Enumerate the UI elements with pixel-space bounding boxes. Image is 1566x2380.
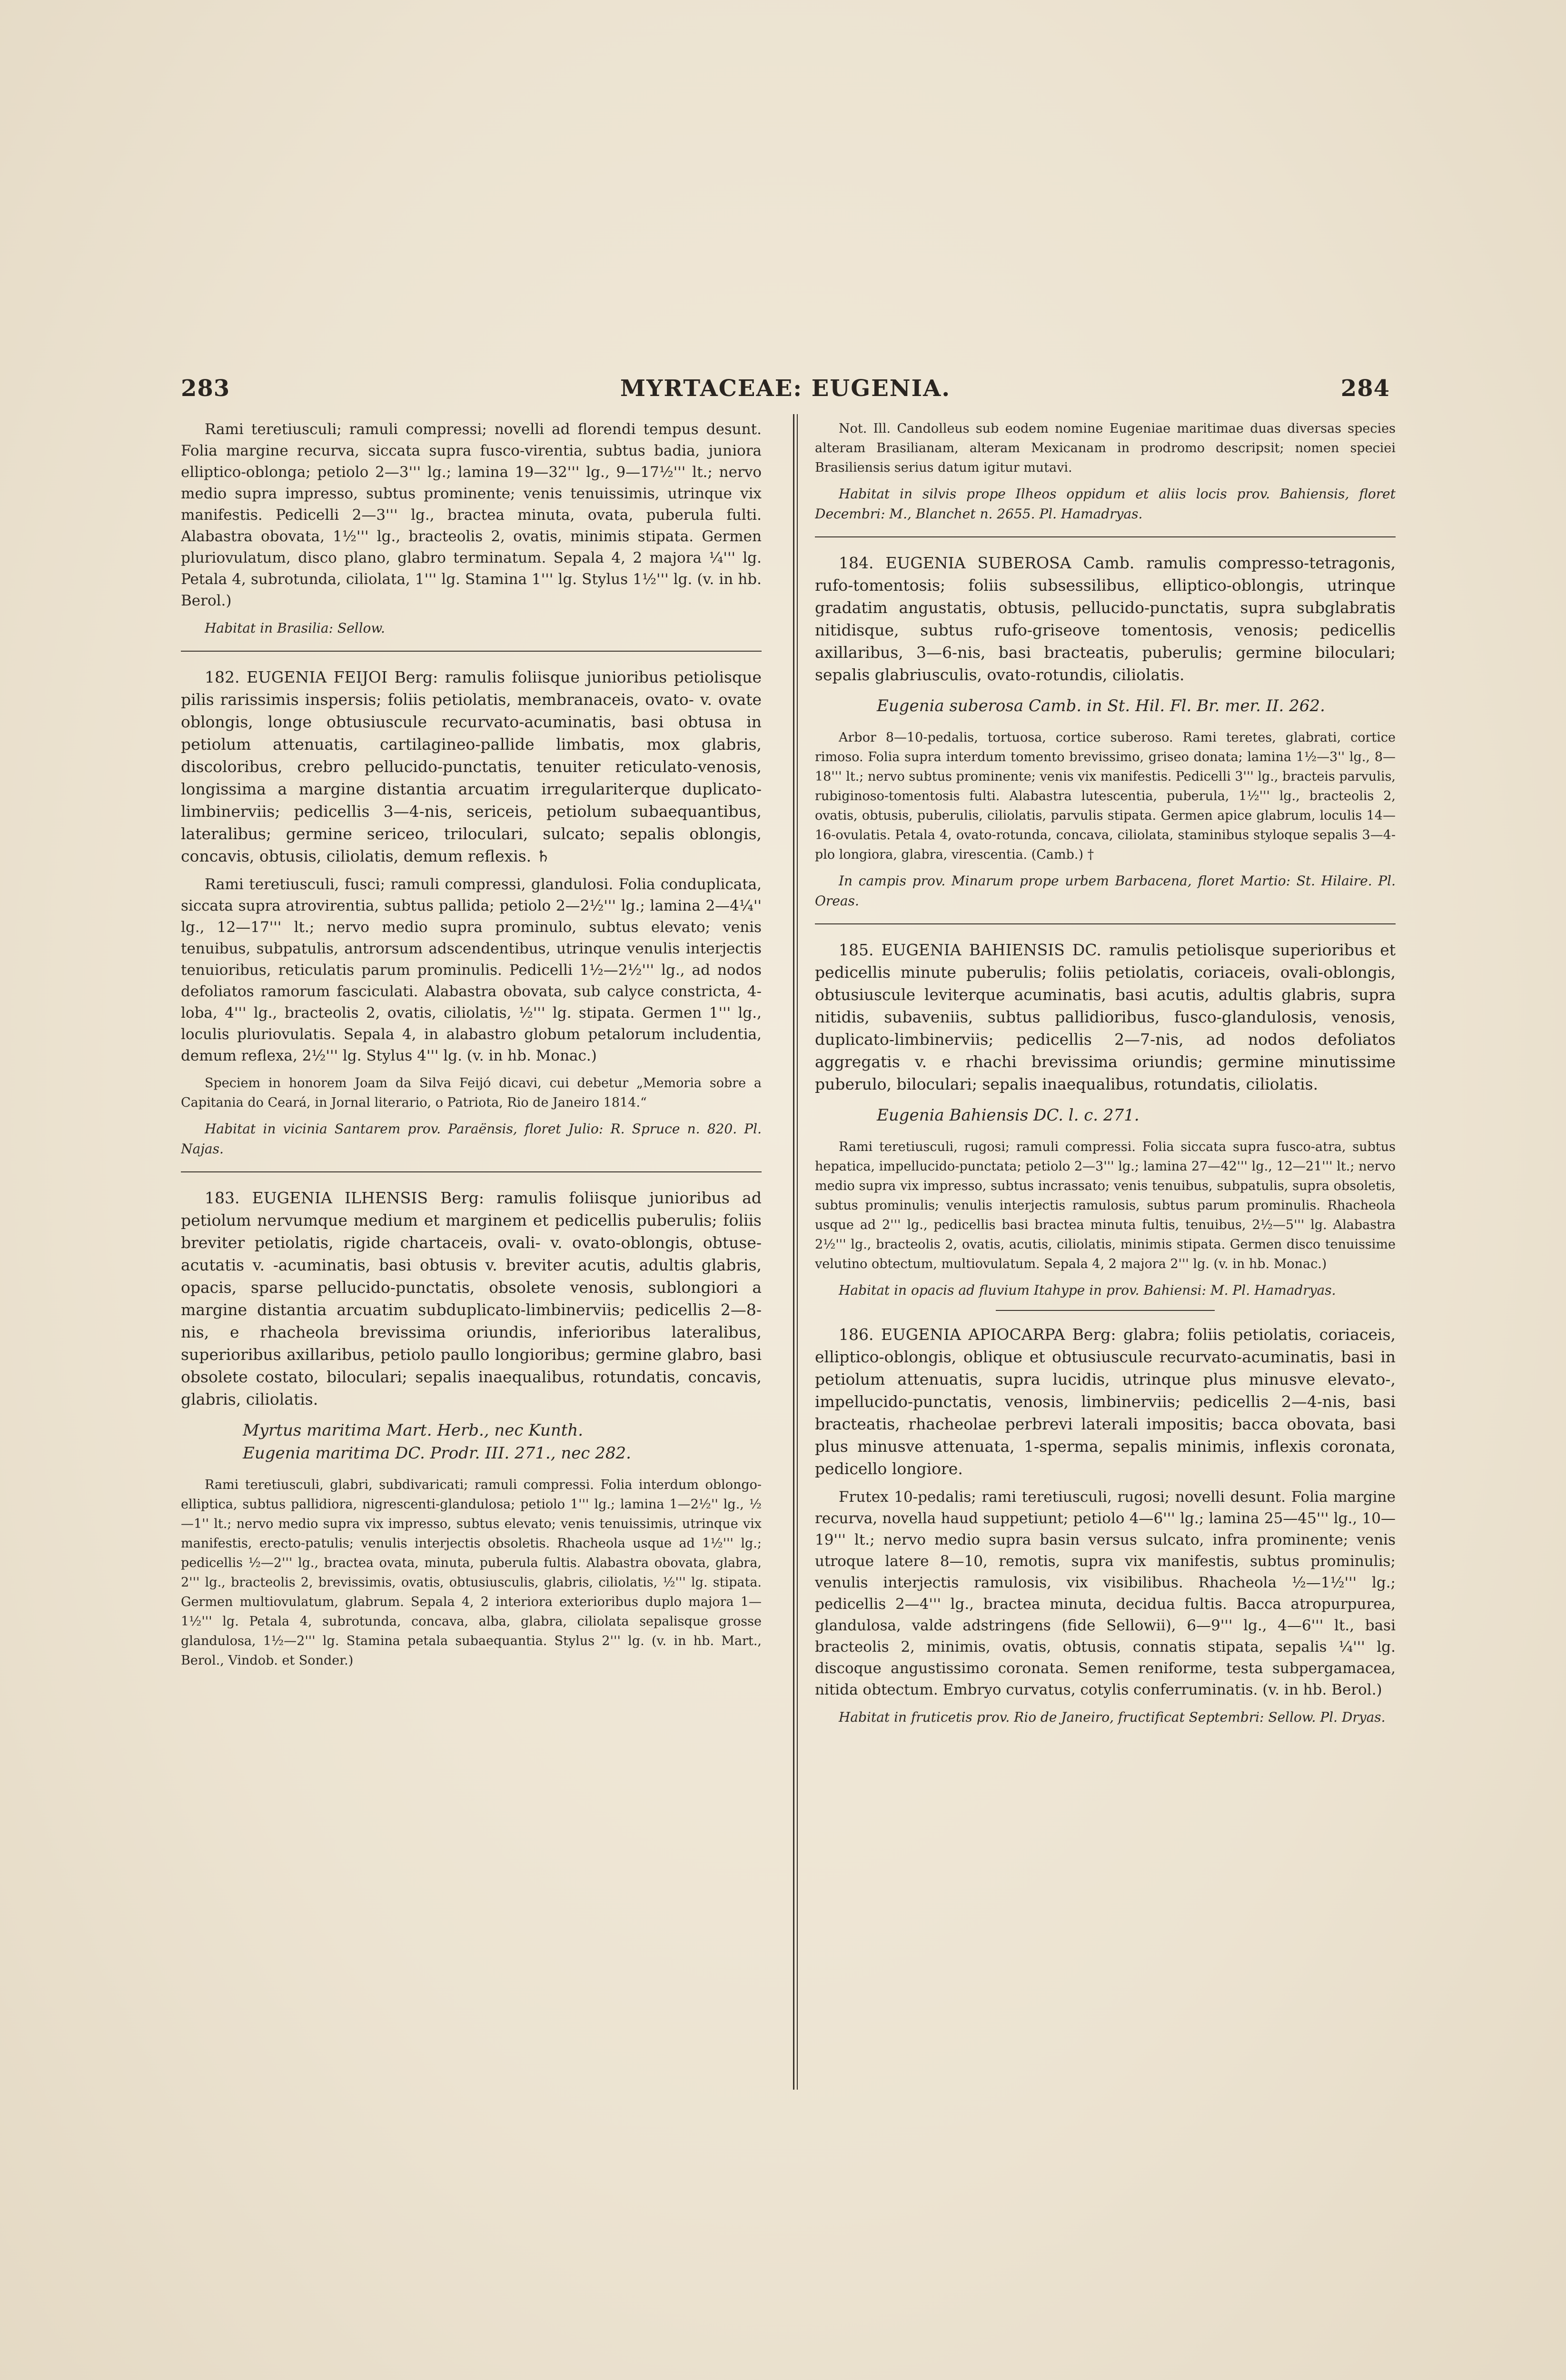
paragraph-description: Rami teretiusculi, fusci; ramuli compressi, glandulosi. Folia conduplicata, siccata supra atrovirentia, subtus pallida; petiolo 2—2½''' lg.; lamina 2—4¼'' lg., 12—17''' lt.; nervo medio supra prominulo, subtus elevato; venis tenuibus, subpatulis, antrorsum adscendentibus, utrinque venulis interjectis tenuioribus, reticulatis parum prominulis. Pedicelli 1½—2½''' lg., ad nodos defoliatos ramorum fasciculati. Alabastra obovata, sub calyce constricta, 4-loba, 4''' lg., bracteolis 2, ovatis, ciliolatis, ½''' lg. stipata. Germen 1''' lg., loculis pluriovulatis. Sepala 4, in alabastro globum petalorum includentia, demum reflexa, 2½''' lg. Stylus 4''' lg. (v. in hb. Monac.)	[181, 876, 762, 1064]
synonym: Myrtus maritima Mart. Herb., nec Kunth.	[243, 1421, 584, 1440]
section-divider	[181, 651, 762, 652]
species-entry-182: 182. EUGENIA FEIJOI Berg: ramulis foliisque junioribus petiolisque pilis rarissimis inspersis; foliis petiolatis, membranaceis, ovato- v. ovate oblongis, longe obtusiuscule recurvato-acuminatis, basi obtusa in petiolum attenuatis, cartilagineo-pallide limbatis, mox glabris, discoloribus, crebro pellucido-punctatis, tenuiter reticulato-venosis, longissima a margine distantia arcuatim irregulariterque duplicato-limbinerviis; pedicellis 3—4-nis, sericeis, petiolum subaequantibus, lateralibus; germine sericeo, triloculari, sulcato; sepalis oblongis, concavis, obtusis, ciliolatis, demum reflexis. ♄	[181, 668, 762, 865]
synonym: Eugenia maritima DC. Prodr. III. 271., nec 282.	[243, 1444, 631, 1463]
paragraph-description: Rami teretiusculi, glabri, subdivaricati; ramuli compressi. Folia interdum oblongo-elliptica, subtus pallidiora, nigrescenti-glandulosa; petiolo 1''' lg.; lamina 1—2½'' lg., ½—1'' lt.; nervo medio supra vix impresso, subtus elevato; venis tenuissimis, utrinque vix manifestis, erecto-patulis; venulis interjectis obsoletis. Rhacheola usque ad 1½''' lg.; pedicellis ½—2''' lg., bractea ovata, minuta, puberula fultis. Alabastra obovata, glabra, 2''' lg., bracteolis 2, brevissimis, ovatis, obtusiusculis, glabris, ciliolatis, ½''' lg. stipata. Germen multiovulatum, glabrum. Sepala 4, 2 interiora exterioribus duplo majora 1—1½''' lg. Petala 4, subrotunda, concava, alba, glabra, ciliolata sepalisque grosse glandulosa, 1½—2''' lg. Stamina petala subaequantia. Stylus 2''' lg. (v. in hb. Mart., Berol., Vindob. et Sonder.)	[181, 1478, 762, 1668]
note: Not. Ill. Candolleus sub eodem nomine Eugeniae maritimae duas diversas species alteram Brasilianam, alteram Mexicanam in prodromo descripsit; nomen speciei Brasiliensis serius datum igitur mutavi.	[815, 421, 1396, 475]
dedication-note: Speciem in honorem Joam da Silva Feijó dicavi, cui debetur „Memoria sobre a Capitania do Ceará, in Jornal literario, o Patriota, Rio de Janeiro 1814.“	[181, 1076, 762, 1110]
section-divider	[815, 923, 1396, 924]
left-column	[181, 419, 762, 2351]
section-divider	[181, 1171, 762, 1172]
paragraph-description: Frutex 10-pedalis; rami teretiusculi, rugosi; novelli desunt. Folia margine recurva, novella haud suppetiunt; petiolo 4—6''' lg.; lamina 25—45''' lg., 10—19''' lt.; nervo medio supra basin versus sulcato, infra prominente; venis utroque latere 8—10, remotis, supra vix manifestis, subtus prominulis; venulis interjectis ramulosis, vix visibilibus. Rhacheola ½—1½''' lg.; pedicellis 2—4''' lg., bractea minuta, decidua fultis. Bacca atropurpurea, glandulosa, valde adstringens (fide Sellowii), 6—9''' lg., 4—6''' lt., basi bracteolis 2, minimis, ovatis, obtusis, connatis stipata, sepalis ¼''' lg. discoque angustissimo coronata. Semen reniforme, testa subpergamacea, nitida obtectum. Embryo curvatus, cotylis conferruminatis. (v. in hb. Berol.)	[815, 1488, 1396, 1698]
species-entry-184: 184. EUGENIA SUBEROSA Camb. ramulis compresso-tetragonis, rufo-tomentosis; foliis subsessilibus, elliptico-oblongis, utrinque gradatim angustatis, obtusis, pellucido-punctatis, supra subglabratis nitidisque, subtus rufo-griseove tomentosis, venosis; pedicellis axillaribus, 3—6-nis, basi bracteatis, puberulis; germine biloculari; sepalis glabriusculis, ovato-rotundis, ciliolatis.	[815, 554, 1396, 684]
paragraph-description: Rami teretiusculi; ramuli compressi; novelli ad florendi tempus desunt. Folia margine recurva, siccata supra fusco-virentia, subtus badia, juniora elliptico-oblonga; petiolo 2—3''' lg.; lamina 19—32''' lg., 9—17½''' lt.; nervo medio supra impresso, subtus prominente; venis tenuissimis, utrinque vix manifestis. Pedicelli 2—3''' lg., bractea minuta, ovata, puberula fulti. Alabastra obovata, 1½''' lg., bracteolis 2, ovatis, minimis stipata. Germen pluriovulatum, disco plano, glabro terminatum. Sepala 4, 2 majora ¼''' lg. Petala 4, subrotunda, ciliolata, 1''' lg. Stamina 1''' lg. Stylus 1½''' lg. (v. in hb. Berol.)	[181, 421, 762, 609]
column-rule	[793, 414, 794, 2090]
habitat-note: Habitat in vicinia Santarem prov. Paraënsis, floret Julio: R. Spruce n. 820. Pl. Najas.	[181, 1121, 762, 1157]
habitat-note: In campis prov. Minarum prope urbem Barbacena, floret Martio: St. Hilaire. Pl. Oreas.	[815, 873, 1396, 909]
section-divider	[996, 1310, 1215, 1311]
running-title: MYRTACEAE: EUGENIA.	[620, 375, 951, 402]
habitat-note: Habitat in Brasilia: Sellow.	[205, 620, 385, 636]
column-rule-inner	[797, 414, 798, 2090]
paragraph-description: Arbor 8—10-pedalis, tortuosa, cortice suberoso. Rami teretes, glabrati, cortice rimoso. Folia supra interdum tomento brevissimo, griseo donata; lamina 1½—3'' lg., 8—18''' lt.; nervo subtus prominente; venis vix manifestis. Pedicelli 3''' lg., bracteis parvulis, rubiginoso-tomentosis fulti. Alabastra lutescentia, puberula, 1½''' lg., bracteolis 2, ovatis, obtusis, puberulis, ciliolatis, parvulis stipata. Germen apice glabrum, loculis 14—16-ovulatis. Petala 4, ovato-rotunda, concava, ciliolata, staminibus styloque sepalis 3—4-plo longiora, glabra, virescentia. (Camb.) †	[815, 730, 1396, 862]
section-divider	[815, 536, 1396, 537]
synonym: Eugenia suberosa Camb. in St. Hil. Fl. Br. mer. II. 262.	[877, 696, 1325, 715]
synonym: Eugenia Bahiensis DC. l. c. 271.	[877, 1106, 1140, 1125]
species-entry-183: 183. EUGENIA ILHENSIS Berg: ramulis foliisque junioribus ad petiolum nervumque medium et marginem et pedicellis puberulis; foliis breviter petiolatis, rigide chartaceis, ovali- v. ovato-oblongis, obtuse- acutatis v. -acuminatis, basi obtusis v. breviter acutis, adultis glabris, opacis, sparse pellucido-punctatis, obsolete venosis, sublongiori a margine distantia arcuatim subduplicato-limbinerviis; pedicellis 2—8-nis, e rhacheola brevissima oriundis, inferioribus lateralibus, superioribus axillaribus, petiolo paullo longioribus; germine glabro, basi obsolete costato, biloculari; sepalis inaequalibus, rotundatis, concavis, glabris, ciliolatis.	[181, 1189, 762, 1408]
page-header	[181, 370, 1390, 408]
habitat-note: Habitat in fruticetis prov. Rio de Janeiro, fructificat Septembri: Sellow. Pl. Dryas.	[839, 1709, 1386, 1725]
species-entry-186: 186. EUGENIA APIOCARPA Berg: glabra; foliis petiolatis, coriaceis, elliptico-oblongis, oblique et obtusiuscule recurvato-acuminatis, basi in petiolum attenuatis, supra lucidis, utrinque plus minusve elevato-, impellucido-punctatis, venosis, limbinerviis; pedicellis 2—4-nis, basi bracteatis, rhacheolae perbrevi laterali impositis; bacca obovata, basi plus minusve attenuata, 1-sperma, sepalis minimis, inflexis coronata, pedicello longiore.	[815, 1325, 1396, 1478]
page-number-left: 283	[181, 375, 230, 402]
paragraph-description: Rami teretiusculi, rugosi; ramuli compressi. Folia siccata supra fusco-atra, subtus hepatica, impellucido-punctata; petiolo 2—3''' lg.; lamina 27—42''' lg., 12—21''' lt.; nervo medio supra vix impresso, subtus incrassato; venis tenuibus, subpatulis, supra obsoletis, subtus prominulis; venulis interjectis ramulosis, subtus parum prominulis. Rhacheola usque ad 2''' lg., pedicellis basi bractea minuta fultis, tenuibus, 2½—5''' lg. Alabastra 2½''' lg., bracteolis 2, ovatis, acutis, ciliolatis, minimis stipata. Germen disco tenuissime velutino obtectum, multiovulatum. Sepala 4, 2 majora 2''' lg. (v. in hb. Monac.)	[815, 1140, 1396, 1271]
page-number-right: 284	[1340, 375, 1390, 402]
habitat-note: Habitat in opacis ad fluvium Itahype in prov. Bahiensi: M. Pl. Hamadryas.	[839, 1282, 1336, 1298]
right-column	[815, 419, 1396, 2351]
habitat-note: Habitat in silvis prope Ilheos oppidum et aliis locis prov. Bahiensis, floret Decembri: M., Blanchet n. 2655. Pl. Hamadryas.	[815, 486, 1396, 522]
species-entry-185: 185. EUGENIA BAHIENSIS DC. ramulis petiolisque superioribus et pedicellis minute puberulis; foliis petiolatis, coriaceis, ovali-oblongis, obtusiuscule leviterque acuminatis, basi acutis, adultis glabris, supra nitidis, subaveniis, subtus pallidioribus, fusco-glandulosis, venosis, duplicato-limbinerviis; pedicellis 2—7-nis, ad nodos defoliatos aggregatis v. e rhachi brevissima oriundis; germine minutissime puberulo, biloculari; sepalis inaequalibus, rotundatis, ciliolatis.	[815, 941, 1396, 1093]
